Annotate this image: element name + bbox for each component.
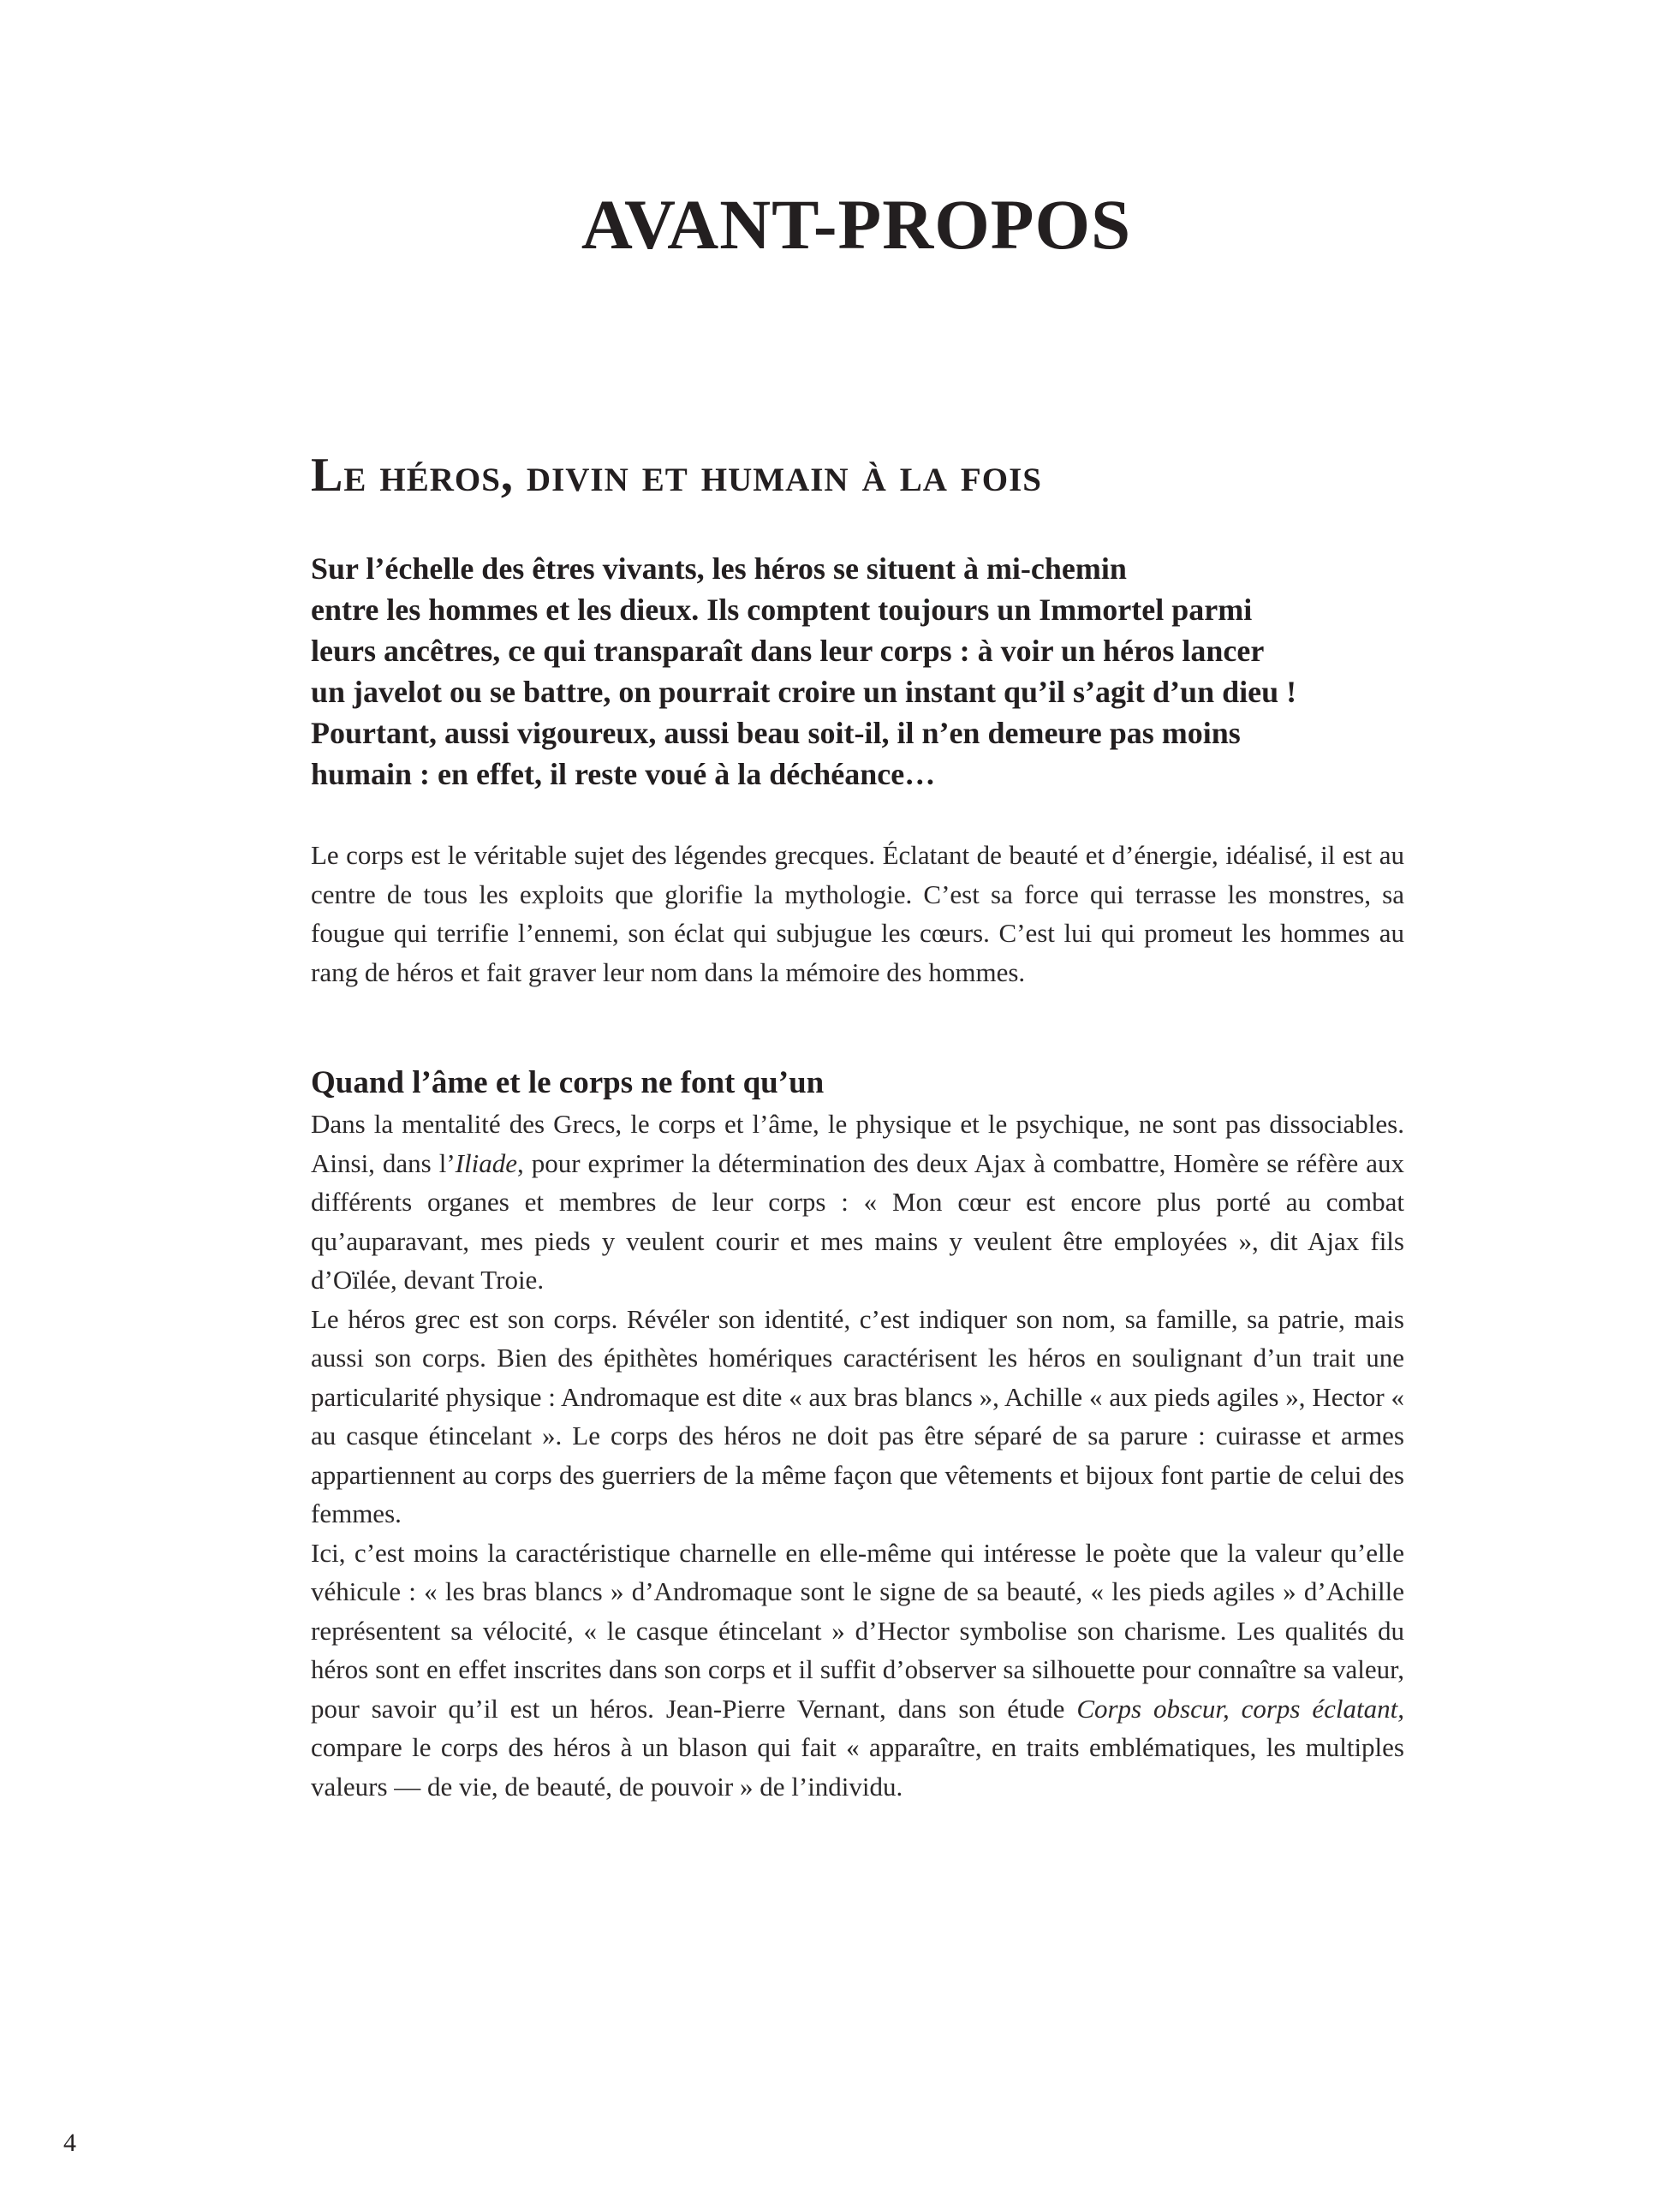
page-number: 4 xyxy=(63,2129,76,2157)
body-paragraph-2: Le héros grec est son corps. Révéler son identité, c’est indiquer son nom, sa famille, sa patrie, mais aussi son corps. Bien des épithètes homériques caractérisent les héros en soulignant d’un trait une particularité physique : Andromaque est dite « aux bras blancs », Achille « aux pieds agiles », Hector « au casque étincelant ». Le corps des héros ne doit pas être séparé de sa parure : cuirasse et armes appartiennent au corps des guerriers de la même façon que vêtements et bijoux font partie de celui des femmes. xyxy=(311,1303,1404,1528)
book-title-corps-obscur: Corps obscur, corps éclatant, xyxy=(1076,1693,1404,1724)
lead-paragraph xyxy=(311,548,1381,795)
text-run: compare le corps des héros à un blason qui fait « apparaître, en traits emblématiques, les multiples valeurs — de vie, de beauté, de pouvoir » de l’individu. xyxy=(311,1732,1404,1802)
lead-line: un javelot ou se battre, on pourrait croire un instant qu’il s’agit d’un dieu ! xyxy=(311,675,1297,709)
lead-line: Pourtant, aussi vigoureux, aussi beau soit-il, il n’en demeure pas moins xyxy=(311,716,1241,750)
lead-line: entre les hommes et les dieux. Ils comptent toujours un Immortel parmi xyxy=(311,593,1253,627)
section-heading: Le héros, divin et humain à la fois xyxy=(311,449,1042,502)
lead-line: leurs ancêtres, ce qui transparaît dans leur corps : à voir un héros lancer xyxy=(311,634,1265,668)
body-text xyxy=(311,1105,1404,1806)
lead-line: humain : en effet, il reste voué à la déchéance… xyxy=(311,757,936,791)
intro-paragraph: Le corps est le véritable sujet des légendes grecques. Éclatant de beauté et d’énergie, idéalisé, il est au centre de tous les exploits que glorifie la mythologie. C’est sa force qui terrasse les monstres, sa fougue qui terrifie l’ennemi, son éclat qui subjugue les cœurs. C’est lui qui promeut les hommes au rang de héros et fait graver leur nom dans la mémoire des hommes. xyxy=(311,840,1404,987)
page-title: AVANT-PROPOS xyxy=(581,185,1132,264)
text-run: , pour exprimer la détermination des deux Ajax à combattre, Homère se réfère aux différents organes et membres de leur corps : « Mon cœur est encore plus porté au combat qu’auparavant, mes pieds y veulent courir et mes mains y veulent être employées », dit Ajax fils d’Oïlée, devant Troie. xyxy=(311,1147,1404,1295)
book-title-iliade: Iliade xyxy=(455,1147,517,1178)
body-paragraph-1 xyxy=(311,1105,1404,1300)
text-run: Dans la mentalité des Grecs, le corps et l’âme, le physique et le psychique, ne sont pas dissociables. Ainsi, dans l’ xyxy=(311,1109,1404,1178)
lead-line: Sur l’échelle des êtres vivants, les héros se situent à mi-chemin xyxy=(311,551,1127,586)
body-paragraph-3 xyxy=(311,1534,1404,1807)
subheading: Quand l’âme et le corps ne font qu’un xyxy=(311,1065,825,1100)
text-run: Ici, c’est moins la caractéristique charnelle en elle-même qui intéresse le poète que la valeur qu’elle véhicule : « les bras blancs » d’Andromaque sont le signe de sa beauté, « les pieds agiles » d’Achille représentent sa vélocité, « le casque étincelant » d’Hector symbolise son charisme. Les qualités du héros sont en effet inscrites dans son corps et il suffit d’observer sa silhouette pour connaître sa valeur, pour savoir qu’il est un héros. Jean-Pierre Vernant, dans son étude xyxy=(311,1537,1404,1724)
